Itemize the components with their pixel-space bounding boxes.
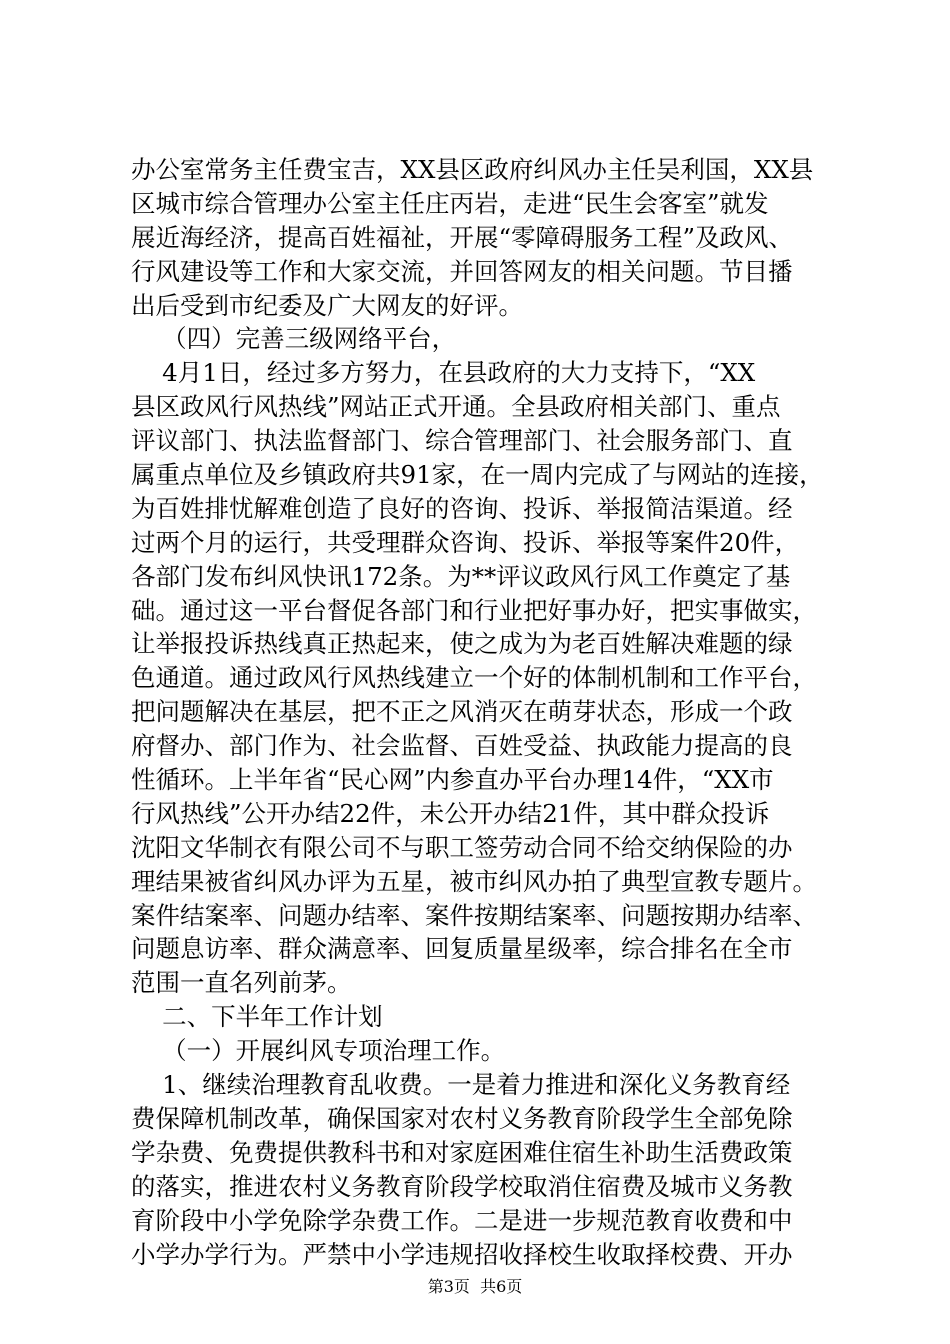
text-line: 过两个月的运行，共受理群众咨询、投诉、举报等案件20件， [131,527,800,557]
text-line: 县区政风行风热线”网站正式开通。全县政府相关部门、重点 [131,392,781,422]
text-line: 础。通过这一平台督促各部门和行业把好事办好，把实事做实， [131,595,817,625]
text-line: 府督办、部门作为、社会监督、百姓受益、执政能力提高的良 [131,731,793,761]
text-line: （一）开展纠风专项治理工作。 [131,1036,506,1066]
text-line: 小学办学行为。严禁中小学违规招收择校生收取择校费、开办 [131,1239,793,1269]
text-line: 让举报投诉热线真正热起来，使之成为为老百姓解决难题的绿 [131,629,793,659]
text-line: 各部门发布纠风快讯172条。为**评议政风行风工作奠定了基 [131,561,791,591]
text-line: 色通道。通过政风行风热线建立一个好的体制机制和工作平台， [131,663,817,693]
text-line: 出后受到市纪委及广大网友的好评。 [131,290,523,320]
text-line: 学杂费、免费提供教科书和对家庭困难住宿生补助生活费政策 [131,1137,793,1167]
text-line: 办公室常务主任费宝吉，XX县区政府纠风办主任吴利国，XX县 [131,155,814,184]
text-line: 展近海经济，提高百姓福祉，开展“零障碍服务工程”及政风、 [131,222,794,252]
text-line: 行风热线”公开办结22件，未公开办结21件，其中群众投诉 [131,798,770,828]
text-line: 案件结案率、问题办结率、案件按期结案率、问题按期办结率、 [131,900,817,930]
text-line: 范围一直名列前茅。 [131,968,352,998]
text-line: 1、继续治理教育乱收费。一是着力推进和深化义务教育经 [131,1070,791,1100]
text-line: 评议部门、执法监督部门、综合管理部门、社会服务部门、直 [131,426,793,456]
text-line: 问题息访率、群众满意率、回复质量星级率，综合排名在全市 [131,934,793,964]
document-body [131,153,831,1271]
text-line: 二、下半年工作计划 [131,1002,383,1032]
text-line: （四）完善三级网络平台， [131,324,457,354]
text-line: 属重点单位及乡镇政府共91家，在一周内完成了与网站的连接， [131,460,824,490]
text-line: 把问题解决在基层，把不正之风消灭在萌芽状态，形成一个政 [131,697,793,727]
text-line: 育阶段中小学免除学杂费工作。二是进一步规范教育收费和中 [131,1205,793,1235]
text-line: 费保障机制改革，确保国家对农村义务教育阶段学生全部免除 [131,1103,793,1133]
text-line: 性循环。上半年省“民心网”内参直办平台办理14件，“XX市 [131,765,774,795]
text-line: 为百姓排忧解难创造了良好的咨询、投诉、举报简洁渠道。经 [131,493,793,523]
page-footer: 第3页 共6页 [427,1277,523,1296]
text-line: 沈阳文华制衣有限公司不与职工签劳动合同不给交纳保险的办 [131,832,793,862]
text-line: 区城市综合管理办公室主任庄丙岩，走进“民生会客室”就发 [131,188,769,218]
text-line: 行风建设等工作和大家交流，并回答网友的相关问题。节目播 [131,256,793,286]
text-line: 理结果被省纠风办评为五星，被市纠风办拍了典型宣教专题片。 [131,866,817,896]
text-line: 4月1日，经过多方努力，在县政府的大力支持下，“XX [131,358,756,388]
text-line: 的落实，推进农村义务教育阶段学校取消住宿费及城市义务教 [131,1171,793,1201]
